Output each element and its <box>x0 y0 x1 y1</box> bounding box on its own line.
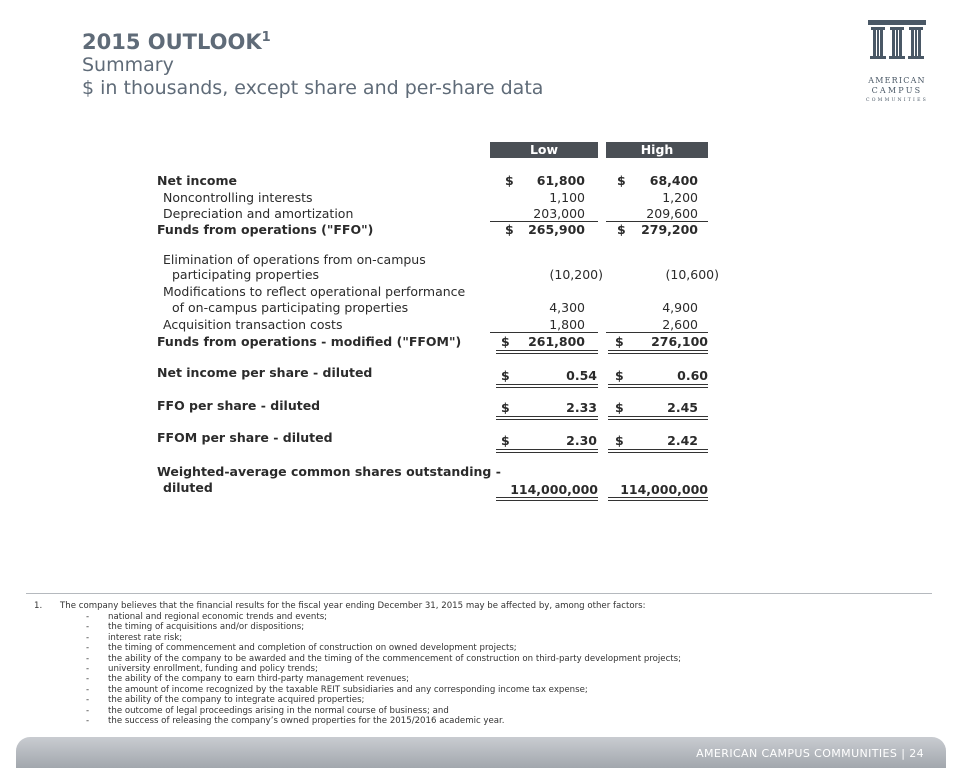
acquisition-low: 1,800 <box>549 317 585 332</box>
page-title: 2015 OUTLOOK$^1$ <box>82 30 271 54</box>
total-double-line <box>608 384 708 388</box>
ffo-low: 265,900 <box>528 222 585 237</box>
footnote <box>34 600 914 726</box>
currency-symbol: $ <box>617 222 626 237</box>
row-label-modifications-2: of on-campus participating properties <box>172 300 409 315</box>
noncontrolling-low: 1,100 <box>549 190 585 205</box>
footnote-divider <box>26 593 932 594</box>
list-item: - the outcome of legal proceedings arising in the normal course of business; and <box>86 705 449 716</box>
currency-symbol: $ <box>617 173 626 188</box>
columns-logo-icon <box>862 18 932 74</box>
list-item: - the timing of acquisitions and/or dispositions; <box>86 622 305 633</box>
total-double-line <box>496 449 598 453</box>
column-header-high: High <box>606 142 708 158</box>
row-label-elimination-2: participating properties <box>172 267 320 282</box>
elimination-low: (10,200) <box>549 267 603 282</box>
shares-high: 114,000,000 <box>620 482 708 497</box>
logo-text-communities: COMMUNITIES <box>866 98 928 103</box>
total-double-line <box>496 384 598 388</box>
ffo-high: 279,200 <box>641 222 698 237</box>
row-label-modifications-1: Modifications to reflect operational performance <box>163 284 466 299</box>
page-subtitle-units: $ in thousands, except share and per-share data <box>82 77 544 99</box>
total-double-line <box>496 497 598 501</box>
currency-symbol: $ <box>615 400 624 415</box>
modifications-high: 4,900 <box>662 300 698 315</box>
currency-symbol: $ <box>615 433 624 448</box>
currency-symbol: $ <box>505 222 514 237</box>
row-label-depreciation: Depreciation and amortization <box>163 206 354 221</box>
ni-per-share-low: 0.54 <box>566 368 597 383</box>
currency-symbol: $ <box>501 400 510 415</box>
total-double-line <box>608 416 708 420</box>
row-label-shares-1: Weighted-average common shares outstanding - <box>157 464 501 479</box>
logo-text-campus: CAMPUS <box>871 86 923 95</box>
subtotal-line <box>606 332 708 333</box>
noncontrolling-high: 1,200 <box>662 190 698 205</box>
row-label-ffom: Funds from operations - modified ("FFOM") <box>157 334 462 349</box>
footer-text: AMERICAN CAMPUS COMMUNITIES | 24 <box>696 747 924 760</box>
currency-symbol: $ <box>501 334 510 349</box>
row-label-acquisition: Acquisition transaction costs <box>163 317 343 332</box>
list-item: - the success of releasing the company’s owned properties for the 2015/2016 academic year. <box>86 716 505 727</box>
footnote-list <box>34 612 914 726</box>
company-logo <box>862 18 932 103</box>
title-block <box>82 26 543 100</box>
footnote-intro <box>34 600 914 612</box>
currency-symbol: $ <box>615 334 624 349</box>
list-item: - university enrollment, funding and policy trends; <box>86 664 318 675</box>
shares-low: 114,000,000 <box>510 482 598 497</box>
list-item: - the ability of the company to earn third-party management revenues; <box>86 674 410 685</box>
list-item: - the amount of income recognized by the taxable REIT subsidiaries and any corresponding income tax expense; <box>86 684 588 695</box>
list-item: - interest rate risk; <box>86 632 183 643</box>
currency-symbol: $ <box>505 173 514 188</box>
list-item: - the ability of the company to be awarded and the timing of the commencement of construction on third-party development projects; <box>86 653 682 664</box>
currency-symbol: $ <box>501 368 510 383</box>
row-label-noncontrolling: Noncontrolling interests <box>163 190 313 205</box>
row-label-ffo-per-share: FFO per share - diluted <box>157 398 321 413</box>
subtotal-line <box>490 332 598 333</box>
page-subtitle: Summary <box>82 54 174 76</box>
logo-text-american: AMERICAN <box>868 76 926 85</box>
list-item: - national and regional economic trends and events; <box>86 612 328 622</box>
row-label-ffom-per-share: FFOM per share - diluted <box>157 430 333 445</box>
total-double-line <box>608 497 708 501</box>
currency-symbol: $ <box>615 368 624 383</box>
elimination-high: (10,600) <box>665 267 719 282</box>
row-label-net-income: Net income <box>157 173 237 188</box>
acquisition-high: 2,600 <box>662 317 698 332</box>
footer-bar <box>16 737 946 768</box>
net-income-low: 61,800 <box>536 173 585 188</box>
ffo-per-share-high: 2.45 <box>667 400 698 415</box>
ffo-per-share-low: 2.33 <box>566 400 597 415</box>
row-label-ni-per-share: Net income per share - diluted <box>157 365 373 380</box>
column-header-low: Low <box>490 142 598 158</box>
depreciation-high: 209,600 <box>646 206 698 221</box>
total-double-line <box>608 350 708 354</box>
modifications-low: 4,300 <box>549 300 585 315</box>
row-label-ffo: Funds from operations ("FFO") <box>157 222 374 237</box>
total-double-line <box>496 350 598 354</box>
ffom-per-share-high: 2.42 <box>667 433 698 448</box>
ni-per-share-high: 0.60 <box>677 368 708 383</box>
ffom-high: 276,100 <box>651 334 708 349</box>
row-label-elimination-1: Elimination of operations from on-campus <box>163 252 426 267</box>
currency-symbol: $ <box>501 433 510 448</box>
total-double-line <box>608 449 708 453</box>
footnote-number: 1. <box>34 601 43 611</box>
depreciation-low: 203,000 <box>533 206 585 221</box>
list-item: - the ability of the company to integrate acquired properties; <box>86 695 365 706</box>
ffom-low: 261,800 <box>528 334 585 349</box>
footnote-text: The company believes that the financial results for the fiscal year ending December 31, 2015 may be affected by, among other factors: <box>60 601 646 611</box>
row-label-shares-2: diluted <box>163 480 213 495</box>
list-item: - the timing of commencement and completion of construction on owned development projects; <box>86 643 517 654</box>
ffom-per-share-low: 2.30 <box>566 433 597 448</box>
net-income-high: 68,400 <box>649 173 698 188</box>
total-double-line <box>496 416 598 420</box>
